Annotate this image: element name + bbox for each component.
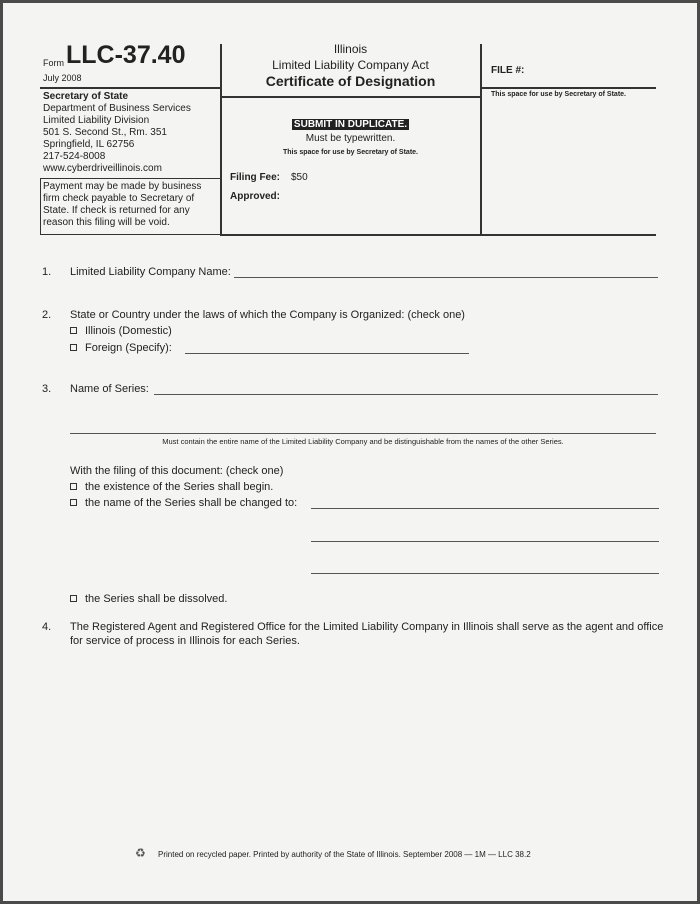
filing-fee-label: Filing Fee:: [230, 172, 280, 183]
file-space-note: This space for use by Secretary of State.: [491, 91, 626, 98]
payment-note-line-3: State. If check is returned for any: [43, 205, 190, 216]
header-rule-center: [220, 96, 481, 98]
new-series-name-field-1[interactable]: [311, 498, 659, 509]
header-bottom-rule: [220, 234, 656, 236]
item4-number: 4.: [42, 621, 52, 633]
item1-number: 1.: [42, 266, 52, 278]
state-name: Illinois: [333, 42, 368, 56]
item4-line-1: The Registered Agent and Registered Office for the Limited Liability Company in Illinois shall serve as the agent and office: [70, 621, 664, 633]
filing-fee-value: $50: [291, 172, 308, 183]
form-date: July 2008: [43, 73, 82, 83]
office-city: Springfield, IL 62756: [43, 139, 135, 150]
submit-block: [221, 114, 480, 144]
option-foreign[interactable]: Foreign (Specify):: [70, 342, 172, 354]
certificate-title: Certificate of Designation: [265, 73, 436, 89]
form-prefix: Form: [43, 58, 64, 68]
item3-label: Name of Series:: [70, 383, 149, 395]
office-title: Secretary of State: [43, 91, 129, 102]
option-illinois-domestic[interactable]: Illinois (Domestic): [70, 325, 172, 337]
item2-number: 2.: [42, 309, 52, 321]
payment-note-line-2: firm check payable to Secretary of: [43, 193, 195, 204]
series-name-field[interactable]: [154, 384, 658, 395]
footer-text: Printed on recycled paper. Printed by authority of the State of Illinois. September 2008 — 1M — LLC 38.2: [158, 850, 531, 859]
series-name-note: Must contain the entire name of the Limited Liability Company and be distinguishable from the names of the other Series.: [162, 437, 564, 446]
new-series-name-field-2[interactable]: [311, 531, 659, 542]
item1-label: Limited Liability Company Name:: [70, 266, 231, 278]
option-series-begin[interactable]: the existence of the Series shall begin.: [70, 481, 273, 493]
act-name: Limited Liability Company Act: [272, 58, 429, 72]
recycle-icon: ♻: [135, 846, 146, 860]
payment-note-line-1: Payment may be made by business: [43, 181, 202, 192]
office-division: Limited Liability Division: [43, 115, 150, 126]
center-space-note: This space for use by Secretary of State.: [283, 149, 418, 156]
checkbox-series-dissolve[interactable]: [70, 595, 77, 602]
office-street: 501 S. Second St., Rm. 351: [43, 127, 167, 138]
office-website[interactable]: www.cyberdriveillinois.com: [43, 163, 162, 174]
checkbox-series-begin[interactable]: [70, 483, 77, 490]
office-dept: Department of Business Services: [43, 103, 191, 114]
center-title-block: [221, 42, 480, 90]
typewritten-note: Must be typewritten.: [305, 133, 396, 144]
item4-line-2: for service of process in Illinois for each Series.: [70, 635, 300, 647]
approved-label: Approved:: [230, 191, 280, 202]
form-number: LLC-37.40: [66, 41, 186, 69]
new-series-name-field-3[interactable]: [311, 563, 659, 574]
header-rule-left: [40, 87, 220, 89]
option-series-dissolve[interactable]: the Series shall be dissolved.: [70, 593, 227, 605]
series-name-field-line-2[interactable]: [70, 423, 656, 434]
payment-note-line-4: reason this filing will be void.: [43, 217, 170, 228]
foreign-specify-field[interactable]: [185, 343, 469, 354]
header-rule-right: [480, 87, 656, 89]
item3-number: 3.: [42, 383, 52, 395]
header-divider-right: [480, 44, 482, 235]
submit-duplicate-badge: SUBMIT IN DUPLICATE.: [293, 119, 408, 130]
office-phone: 217-524-8008: [43, 151, 106, 162]
file-number-label: FILE #:: [491, 65, 525, 76]
option-series-change[interactable]: the name of the Series shall be changed to:: [70, 497, 297, 509]
checkbox-foreign[interactable]: [70, 344, 77, 351]
item2-label: State or Country under the laws of which the Company is Organized: (check one): [70, 309, 465, 321]
company-name-field[interactable]: [234, 267, 658, 278]
filing-intro: With the filing of this document: (check one): [70, 465, 284, 477]
checkbox-series-change[interactable]: [70, 499, 77, 506]
checkbox-illinois[interactable]: [70, 327, 77, 334]
